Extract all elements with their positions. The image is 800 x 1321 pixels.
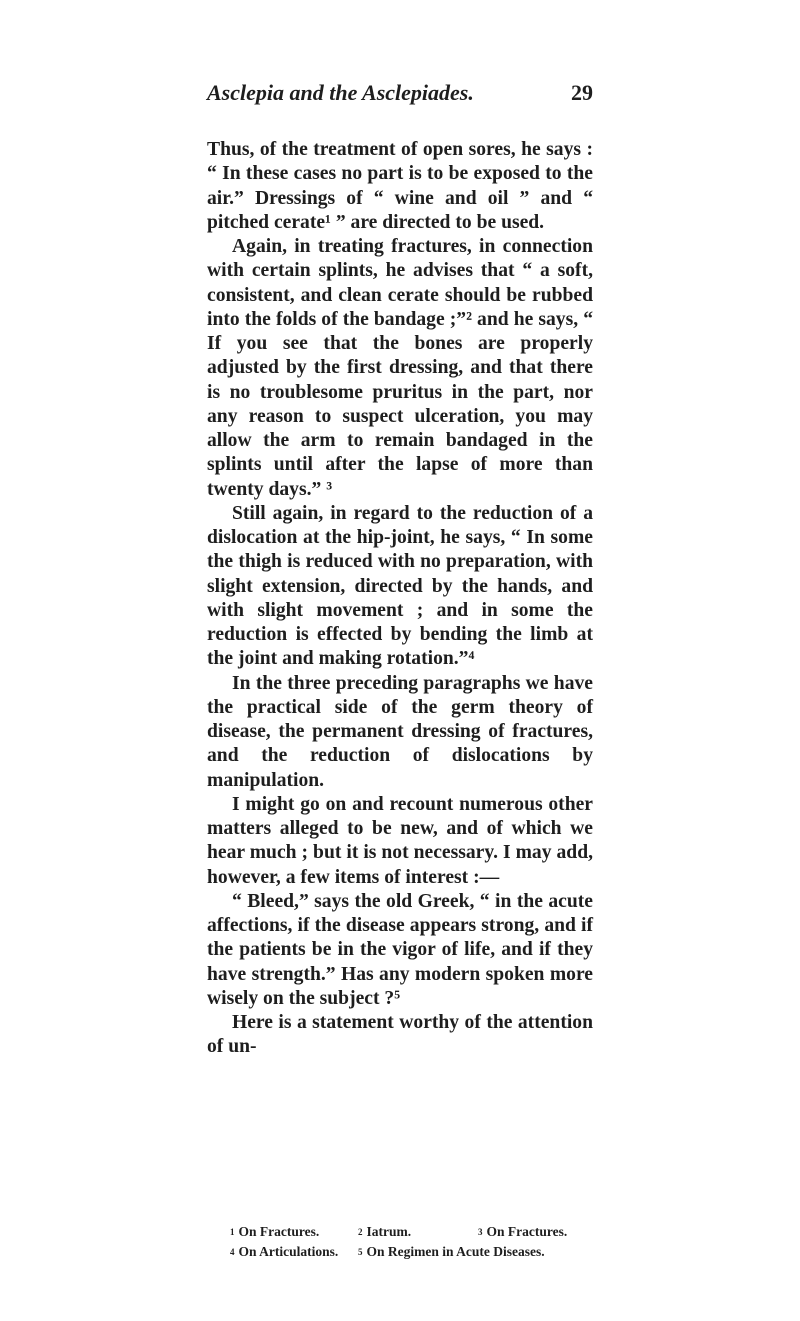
footnote xyxy=(478,1222,567,1242)
footnote-row xyxy=(230,1242,610,1262)
running-title: Asclepia and the Asclepiades. xyxy=(207,80,474,105)
footnote-text: On Fractures. xyxy=(486,1224,568,1239)
paragraph: Thus, of the treatment of open sores, he says : “ In these cases no part is to be exposed to the air.” Dressings of “ wine and oil ” and “ pitched cerate¹ ” are directed to be used. xyxy=(207,139,593,233)
paragraph: Again, in treating fractures, in connection with certain splints, he advises that “ a soft, consistent, and clean cerate should be rubbed into the folds of the bandage ;”² and he says, “ If you see that the bones are properly adjusted by the first dressing, and that there is no troublesome pruritus in the part, nor any reason to suspect ulceration, you may allow the arm to remain bandaged in the splints until after the lapse of more than twenty days.” ³ xyxy=(207,236,593,500)
footnote xyxy=(358,1222,478,1242)
paragraph: I might go on and recount numerous other matters alleged to be new, and of which we hear much ; but it is not necessary. I may add, however, a few items of interest :— xyxy=(207,793,593,888)
paragraph: Here is a statement worthy of the attention of un- xyxy=(207,1012,593,1058)
footnote-mark: 2 xyxy=(358,1227,363,1237)
footnote xyxy=(358,1242,545,1262)
footnote-text: Iatrum. xyxy=(366,1224,412,1239)
footnote-mark: 5 xyxy=(358,1247,363,1257)
footnote xyxy=(230,1222,358,1242)
body-text xyxy=(207,138,593,1060)
paragraph: Still again, in regard to the reduction of a dislocation at the hip-joint, he says, “ In some the thigh is reduced with no preparation, with slight extension, directed by the hands, and with slight movement ; and in some the reduction is effected by bending the limb at the joint and making rotation.”⁴ xyxy=(207,502,593,670)
footnote-mark: 3 xyxy=(478,1227,483,1237)
footnote-mark: 4 xyxy=(230,1247,235,1257)
footnotes xyxy=(230,1222,610,1262)
footnote-text: On Articulations. xyxy=(238,1244,339,1259)
footnote xyxy=(230,1242,358,1262)
paragraph: “ Bleed,” says the old Greek, “ in the acute affections, if the disease appears strong, and if the patients be in the vigor of life, and if they have strength.” Has any modern spoken more wisely on the subject ?⁵ xyxy=(207,890,593,1009)
footnote-mark: 1 xyxy=(230,1227,235,1237)
running-head xyxy=(0,80,800,110)
page-number: 29 xyxy=(571,80,593,105)
paragraph: In the three preceding paragraphs we have the practical side of the germ theory of disease, the permanent dressing of fractures, and the reduction of dislocations by manipulation. xyxy=(207,672,593,791)
footnote-row xyxy=(230,1222,610,1242)
footnote-text: On Regimen in Acute Diseases. xyxy=(366,1244,545,1259)
footnote-text: On Fractures. xyxy=(238,1224,320,1239)
